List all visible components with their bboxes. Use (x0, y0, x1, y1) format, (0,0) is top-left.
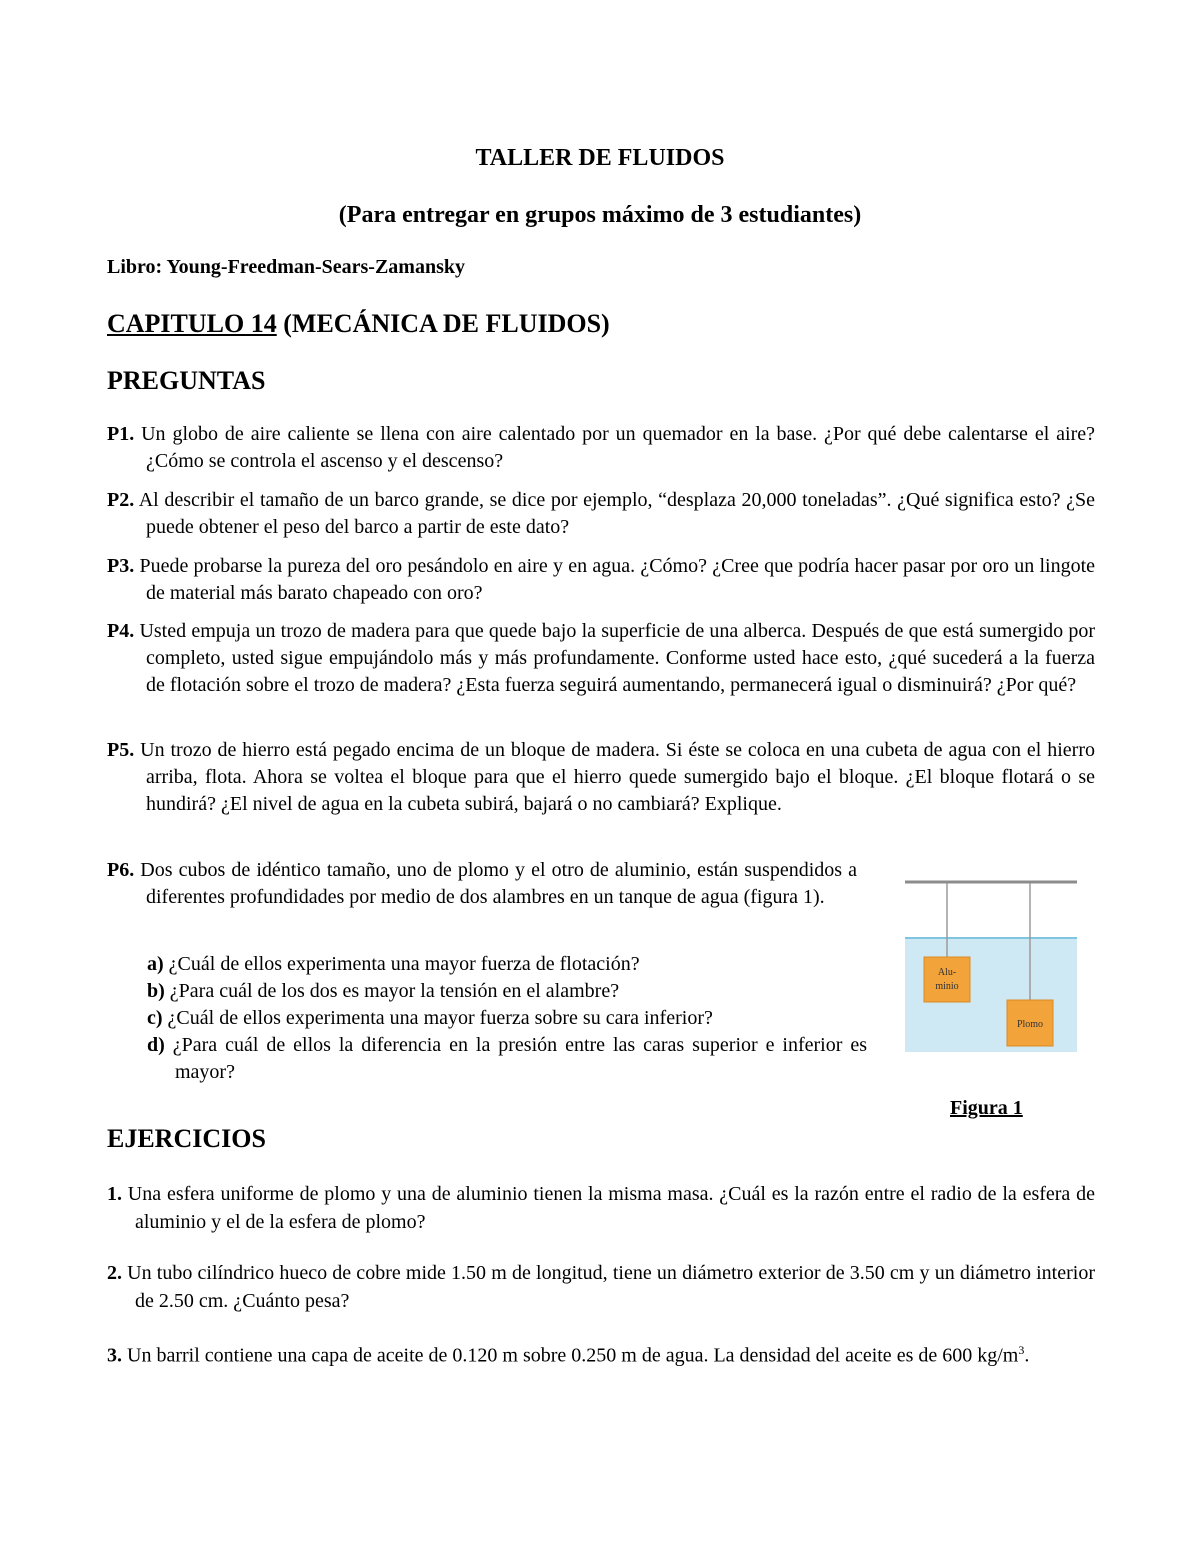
chapter-label: CAPITULO 14 (107, 309, 277, 338)
exercise-label: 2. (107, 1262, 122, 1284)
question-label: P1. (107, 423, 135, 445)
question-text: Usted empuja un trozo de madera para que quede bajo la superficie de una alberca. Después de que está sumergido por completo, usted sigue empujándolo más y más profundamente. Conforme usted hace esto, ¿qué sucederá a la fuerza de flotación sobre el trozo de madera? ¿Esta fuerza seguirá aumentando, permanecerá igual o disminuirá? ¿Por qué? (134, 620, 1095, 696)
exercise-3 (107, 1336, 1095, 1370)
subquestion-label: c) (147, 1007, 163, 1029)
subquestion-text: ¿Para cuál de los dos es mayor la tensión en el alambre? (164, 980, 620, 1002)
question-p1 (107, 421, 1095, 475)
page-title: TALLER DE FLUIDOS (475, 145, 725, 171)
exercise-label: 3. (107, 1344, 122, 1367)
question-p4 (107, 618, 1095, 699)
exercise-text: Un barril contiene una capa de aceite de 0.120 m sobre 0.250 m de agua. La densidad del aceite es de 600 kg/m (122, 1344, 1019, 1367)
aluminum-block (924, 957, 970, 1002)
exercise-text: Un tubo cilíndrico hueco de cobre mide 1.50 m de longitud, tiene un diámetro exterior de 3.50 cm y un diámetro interior de 2.50 cm. ¿Cuánto pesa? (122, 1262, 1095, 1312)
subquestion-c (147, 1005, 867, 1032)
chapter-heading (107, 309, 610, 339)
figure-1-diagram (905, 876, 1077, 1056)
aluminum-label-line2: minio (935, 981, 959, 992)
question-p6 (107, 857, 857, 911)
question-text: Puede probarse la pureza del oro pesándolo en aire y en agua. ¿Cómo? ¿Cree que podría hacer pasar por oro un lingote de material más barato chapeado con oro? (134, 555, 1095, 604)
exercise-tail: . (1024, 1344, 1030, 1367)
book-reference: Libro: Young-Freedman-Sears-Zamansky (107, 256, 465, 278)
aluminum-label-line1: Alu- (937, 967, 957, 978)
exercise-2 (107, 1259, 1095, 1315)
ejercicios-heading: EJERCICIOS (107, 1124, 266, 1153)
question-p5 (107, 737, 1095, 818)
subquestion-label: d) (147, 1034, 165, 1056)
question-text: Un globo de aire caliente se llena con aire calentado por un quemador en la base. ¿Por qué debe calentarse el aire? ¿Cómo se controla el ascenso y el descenso? (134, 423, 1095, 472)
subquestion-label: a) (147, 953, 164, 975)
p6-subquestions (147, 951, 867, 1086)
question-text: Dos cubos de idéntico tamaño, uno de plomo y el otro de aluminio, están suspendidos a diferentes profundidades por medio de dos alambres en un tanque de agua (figura 1). (134, 859, 857, 908)
preguntas-heading: PREGUNTAS (107, 366, 266, 395)
exercise-1 (107, 1180, 1095, 1236)
subquestion-text: ¿Cuál de ellos experimenta una mayor fuerza de flotación? (163, 953, 640, 975)
subquestion-text: ¿Cuál de ellos experimenta una mayor fuerza sobre su cara inferior? (162, 1007, 713, 1029)
figure-caption: Figura 1 (950, 1097, 1023, 1119)
exercise-text: Una esfera uniforme de plomo y una de aluminio tienen la misma masa. ¿Cuál es la razón entre el radio de la esfera de aluminio y el de la esfera de plomo? (122, 1183, 1095, 1233)
question-label: P4. (107, 620, 135, 642)
question-label: P3. (107, 555, 135, 577)
question-label: P6. (107, 859, 135, 881)
subquestion-label: b) (147, 980, 165, 1002)
lead-label: Plomo (1016, 1019, 1044, 1030)
question-text: Al describir el tamaño de un barco grande, se dice por ejemplo, “desplaza 20,000 toneladas”. ¿Qué significa esto? ¿Se puede obtener el peso del barco a partir de este dato? (134, 489, 1095, 538)
question-p2 (107, 487, 1095, 541)
subquestion-text: ¿Para cuál de ellos la diferencia en la presión entre las caras superior e inferior es mayor? (164, 1034, 867, 1083)
question-p3 (107, 553, 1095, 607)
exercise-label: 1. (107, 1183, 122, 1205)
exercise-superscript: 3 (1018, 1343, 1025, 1357)
question-label: P2. (107, 489, 135, 511)
question-text: Un trozo de hierro está pegado encima de un bloque de madera. Si éste se coloca en una cubeta de agua con el hierro arriba, flota. Ahora se voltea el bloque para que el hierro quede sumergido bajo el bloque. ¿El bloque flotará o se hundirá? ¿El nivel de agua en la cubeta subirá, bajará o no cambiará? Explique. (134, 739, 1095, 815)
subquestion-d (147, 1032, 867, 1086)
question-label: P5. (107, 739, 135, 761)
subquestion-a (147, 951, 867, 978)
chapter-topic: (MECÁNICA DE FLUIDOS) (276, 309, 610, 338)
subquestion-b (147, 978, 867, 1005)
page-subtitle: (Para entregar en grupos máximo de 3 estudiantes) (338, 202, 862, 228)
